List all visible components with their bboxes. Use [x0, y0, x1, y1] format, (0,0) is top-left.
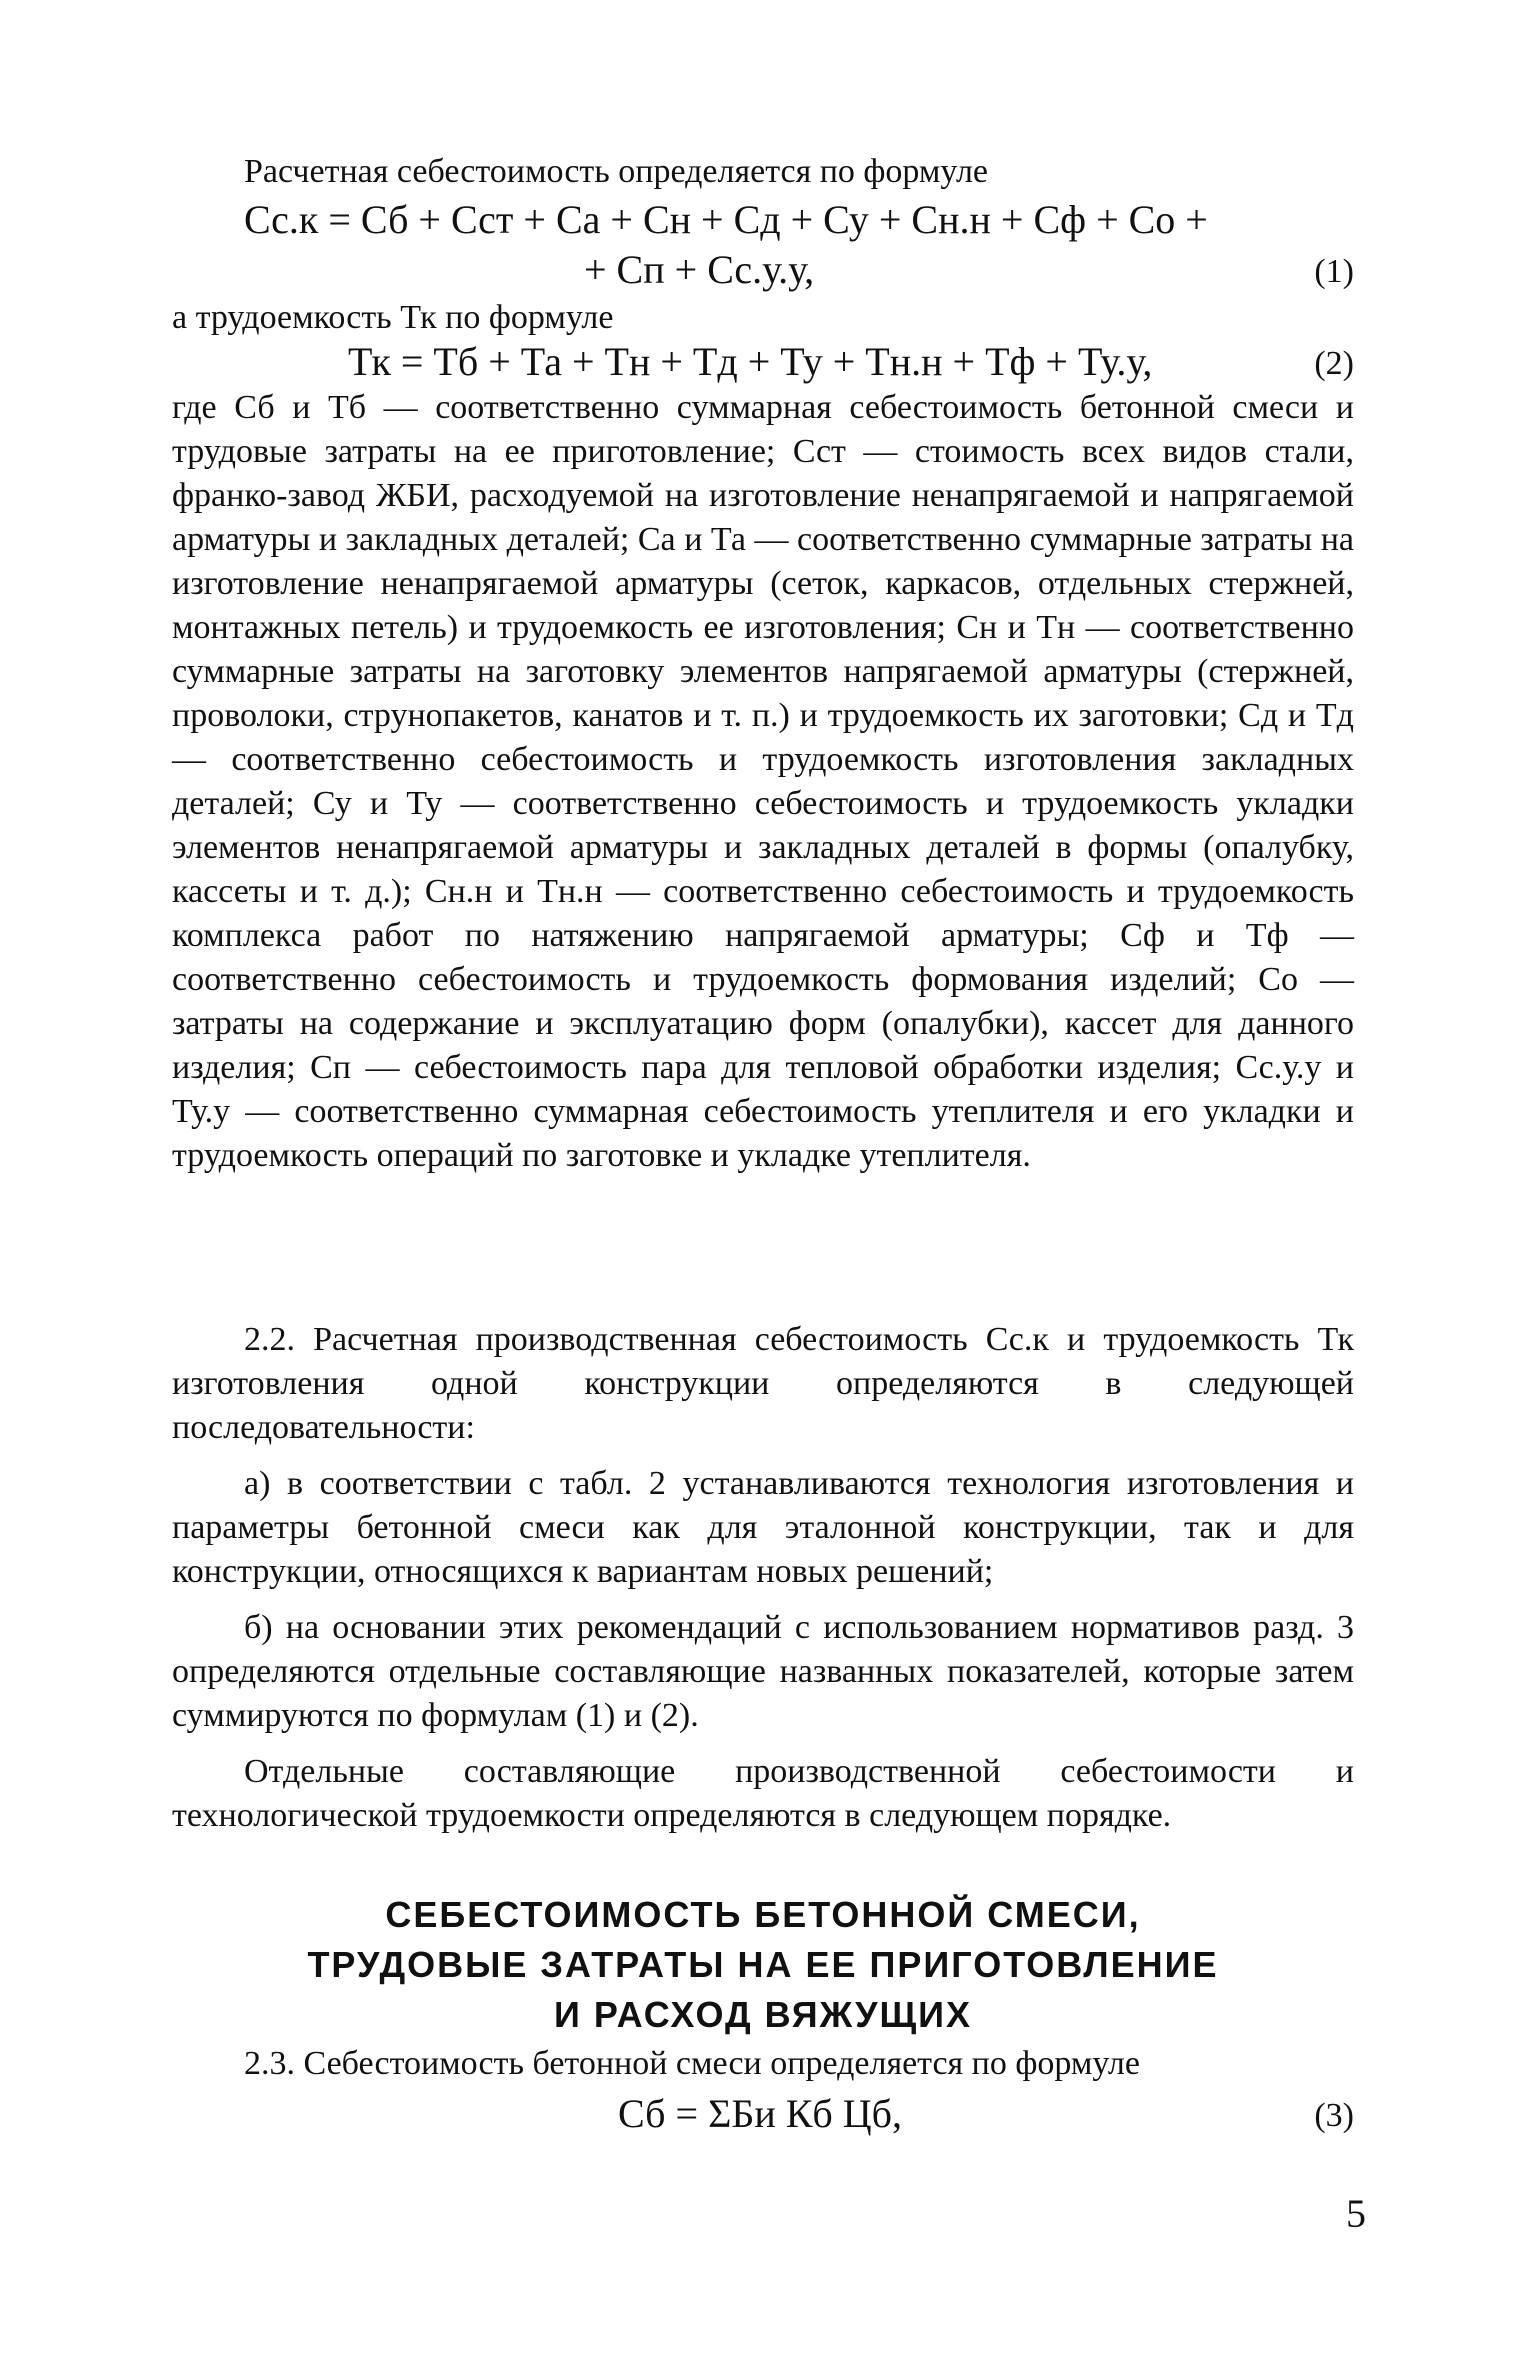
formula-1-line-2: + Сп + Сс.у.у, — [584, 247, 815, 292]
heading-line-2: ТРУДОВЫЕ ЗАТРАТЫ НА ЕЕ ПРИГОТОВЛЕНИЕ — [307, 1944, 1219, 1985]
formula-1-number: (1) — [1314, 253, 1354, 290]
formula-2: Тк = Тб + Та + Тн + Тд + Ту + Тн.н + Тф + Ту.у, — [348, 339, 1153, 384]
formula-3-number: (3) — [1314, 2097, 1354, 2134]
definitions-paragraph — [172, 386, 1354, 1178]
heading-line-1: СЕБЕСТОИМОСТЬ БЕТОННОЙ СМЕСИ, — [385, 1894, 1141, 1935]
list-item-b: б) на основании этих рекомендаций с использованием нормативов разд. 3 определяются отдельные составляющие названных показателей, которые затем суммируются по формулам (1) и (2). — [172, 1609, 1354, 1734]
formula-1-line-1: Сс.к = Сб + Сст + Са + Сн + Сд + Су + Сн.н + Сф + Со + — [244, 197, 1208, 242]
section-heading — [172, 1890, 1354, 2040]
list-item-a: а) в соответствии с табл. 2 устанавливаются технология изготовления и параметры бетонной смеси как для эталонной конструкции, так и для конструкции, относящихся к вариантам новых решений; — [172, 1465, 1354, 1590]
page-number: 5 — [1346, 2191, 1366, 2236]
closing-paragraph: Отдельные составляющие производственной себестоимости и технологической трудоемкости определяются в следующем порядке. — [172, 1753, 1354, 1834]
section-2-2-text: 2.2. Расчетная производственная себестоимость Сс.к и трудоемкость Тк изготовления одной конструкции определяются в следующей последовательности: — [172, 1321, 1354, 1446]
definitions-text: где Сб и Тб — соответственно суммарная себестоимость бетонной смеси и трудовые затраты на ее приготовление; Сст — стоимость всех видов стали, франко-завод ЖБИ, расходуемой на изготовление ненапрягаемой и напрягаемой арматуры и закладных деталей; Са и Та — соответственно суммарные затраты на изготовление ненапрягаемой арматуры (сеток, каркасов, отдельных стержней, монтажных петель) и трудоемкость ее изготовления; Сн и Тн — соответственно суммарные затраты на заготовку элементов напрягаемой арматуры (стержней, проволоки, струнопакетов, канатов и т. п.) и трудоемкость их заготовки; Сд и Тд — соответственно себестоимость и трудоемкость изготовления закладных деталей; Су и Ту — соответственно себестоимость и трудоемкость укладки элементов ненапрягаемой арматуры и закладных деталей в формы (опалубку, кассеты и т. д.); Сн.н и Тн.н — соответственно себестоимость и трудоемкость комплекса работ по натяжению напрягаемой арматуры; Сф и Тф — соответственно себестоимость и трудоемкость формования изделий; Со — затраты на содержание и эксплуатацию форм (опалубки), кассет для данного изделия; Сп — себестоимость пара для тепловой обработки изделия; Сс.у.у и Ту.у — соответственно суммарная себестоимость утеплителя и его укладки и трудоемкость операций по заготовке и укладке утеплителя. — [172, 389, 1354, 1174]
formula-2-number: (2) — [1314, 345, 1354, 382]
intro-line: Расчетная себестоимость определяется по формуле — [244, 153, 988, 190]
section-2-3-line: 2.3. Себестоимость бетонной смеси определяется по формуле — [244, 2045, 1140, 2082]
section-2-2-block — [172, 1318, 1354, 1838]
labor-intro-line: а трудоемкость Тк по формуле — [172, 299, 614, 336]
formula-3: Сб = ΣБи Кб Цб, — [618, 2091, 903, 2136]
heading-line-3: И РАСХОД ВЯЖУЩИХ — [553, 1994, 973, 2035]
